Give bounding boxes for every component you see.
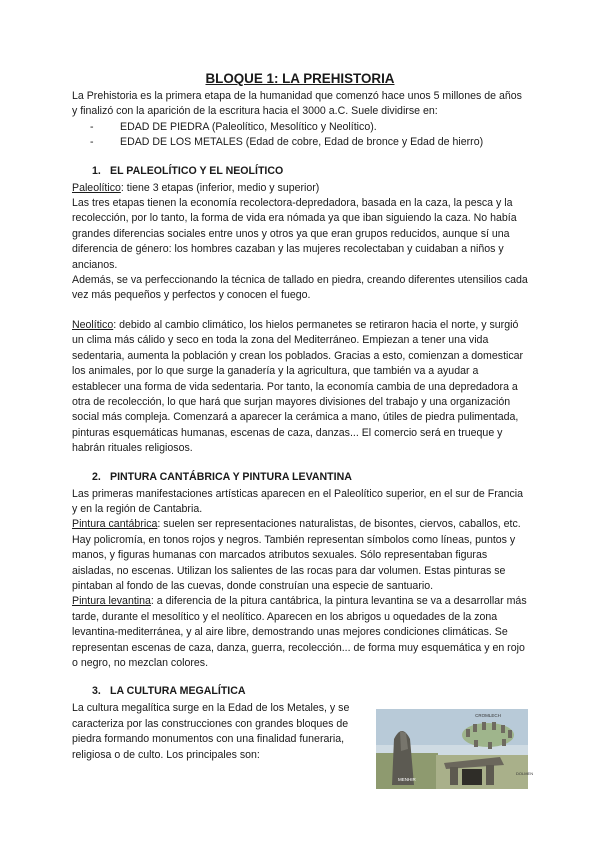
paleolitico-paragraph: Las tres etapas tienen la economía recolectora-depredadora, basada en la caza, la pesca y la recolección, por lo tanto, la forma de vida era nómada ya que iban siguiendo la caza. No había grandes diferencias sociales entre unos y otros ya que eran grupos reducidos, aunque sí una diferencia de género: los hombres cazaban y las mujeres recolectaban y cuidaban a niños y ancianos. <box>72 197 517 271</box>
figure-label-cromlech: CROMLECH <box>475 713 501 719</box>
list-item: - EDAD DE PIEDRA (Paleolítico, Mesolítico y Neolítico). <box>90 120 528 135</box>
term-neolitico: Neolítico <box>72 318 114 331</box>
list-item: - EDAD DE LOS METALES (Edad de cobre, Edad de bronce y Edad de hierro) <box>90 135 528 150</box>
megalith-illustration <box>376 709 534 789</box>
section-heading-1: 1. EL PALEOLÍTICO Y EL NEOLÍTICO <box>92 164 284 177</box>
neolitico-paragraph: Neolítico: debido al cambio climático, los hielos permanetes se retiraron hacia el norte, y surgió un clima más cálido y seco en toda la zona del Mediterráneo. Empiezan a tener una vida sedentaria, aumenta la población y crean los poblados. Gracias a esto, comienzan a domesticar los animales, por lo que surge la ganadería y la agricultura, que también va a ayudar a establecer una forma de vida sedentaria. Por tanto, la economía cambia de una depredadora a otra de recolección, lo que hará que surjan mayores divisiones del trabajo y una organización social más compleja. Comenzará a aparecer la cerámica a mano, útiles de piedra pulimentada, pinturas esquemáticas humanas, escenas de caza, danzas... El comercio será en trueque y habrán rituales religiosos. <box>72 318 524 455</box>
intro-paragraph: La Prehistoria es la primera etapa de la humanidad que comenzó hace unos 5 millones de años y finalizó con la aparición de la escritura hacia el 3000 a.C. Suele dividirse en: <box>72 90 522 118</box>
page-title: BLOQUE 1: LA PREHISTORIA <box>205 71 395 86</box>
term-pintura-levantina: Pintura levantina <box>72 595 151 608</box>
section-heading-3: 3. LA CULTURA MEGALÍTICA <box>92 685 246 698</box>
section-heading-2: 2. PINTURA CANTÁBRICA Y PINTURA LEVANTINA <box>92 470 352 483</box>
divisions-list <box>72 120 528 151</box>
paleolitico-paragraph-2: Además, se va perfeccionando la técnica de tallado en piedra, creando diferentes utensilios cada vez más pequeños y perfectos y conocen el fuego. <box>72 274 528 302</box>
pintura-cantabrica-paragraph: Pintura cantábrica: suelen ser representaciones naturalistas, de bisontes, ciervos, caballos, etc. Hay policromía, en tonos rojos y negros. También representan símbolos como líneas, puntos y manos, y figuras humanas con marcados atributos sexuales. Sólo representaban figuras aisladas, no escenas. Utilizan los salientes de las rocas para dar volumen. Estas pinturas se pintaban al fondo de las cuevas, donde construían una especie de santuario. <box>72 518 521 592</box>
pintura-levantina-paragraph: Pintura levantina: a diferencia de la pitura cantábrica, la pintura levantina se va a desarrollar más tarde, durante el mesolítico y el neolítico. Aparecen en los abrigos u oquedades de la zona levantina-mediterránea, y al aire libre, demostrando unas mejores condiciones climáticas. Se representan escenas de caza, danza, guerra, recolección... de forma muy esquemática y en rojo o negro, no mezclan colores. <box>72 595 527 669</box>
document-page <box>72 70 534 789</box>
megalith-figure <box>376 709 534 789</box>
dash-bullet: - <box>90 136 94 149</box>
figure-label-dolmen: DOLMEN <box>516 771 534 777</box>
figure-label-menhir: MENHIR <box>398 777 416 783</box>
pintura-intro: Las primeras manifestaciones artísticas aparecen en el Paleolítico superior, en el sur de Francia y en la región de Cantabria. <box>72 487 524 515</box>
megalitica-paragraph: La cultura megalítica surge en la Edad de los Metales, y se caracteriza por las construcciones con grandes bloques de piedra formando monumentos con una finalidad funeraria, religiosa o de culto. Los principales son: <box>72 702 350 761</box>
megalitica-block <box>72 701 534 789</box>
paleolitico-lead: Paleolítico: tiene 3 etapas (inferior, medio y superior) <box>72 181 320 194</box>
term-pintura-cantabrica: Pintura cantábrica <box>72 518 158 531</box>
term-paleolitico: Paleolítico <box>72 181 121 194</box>
dash-bullet: - <box>90 120 94 133</box>
